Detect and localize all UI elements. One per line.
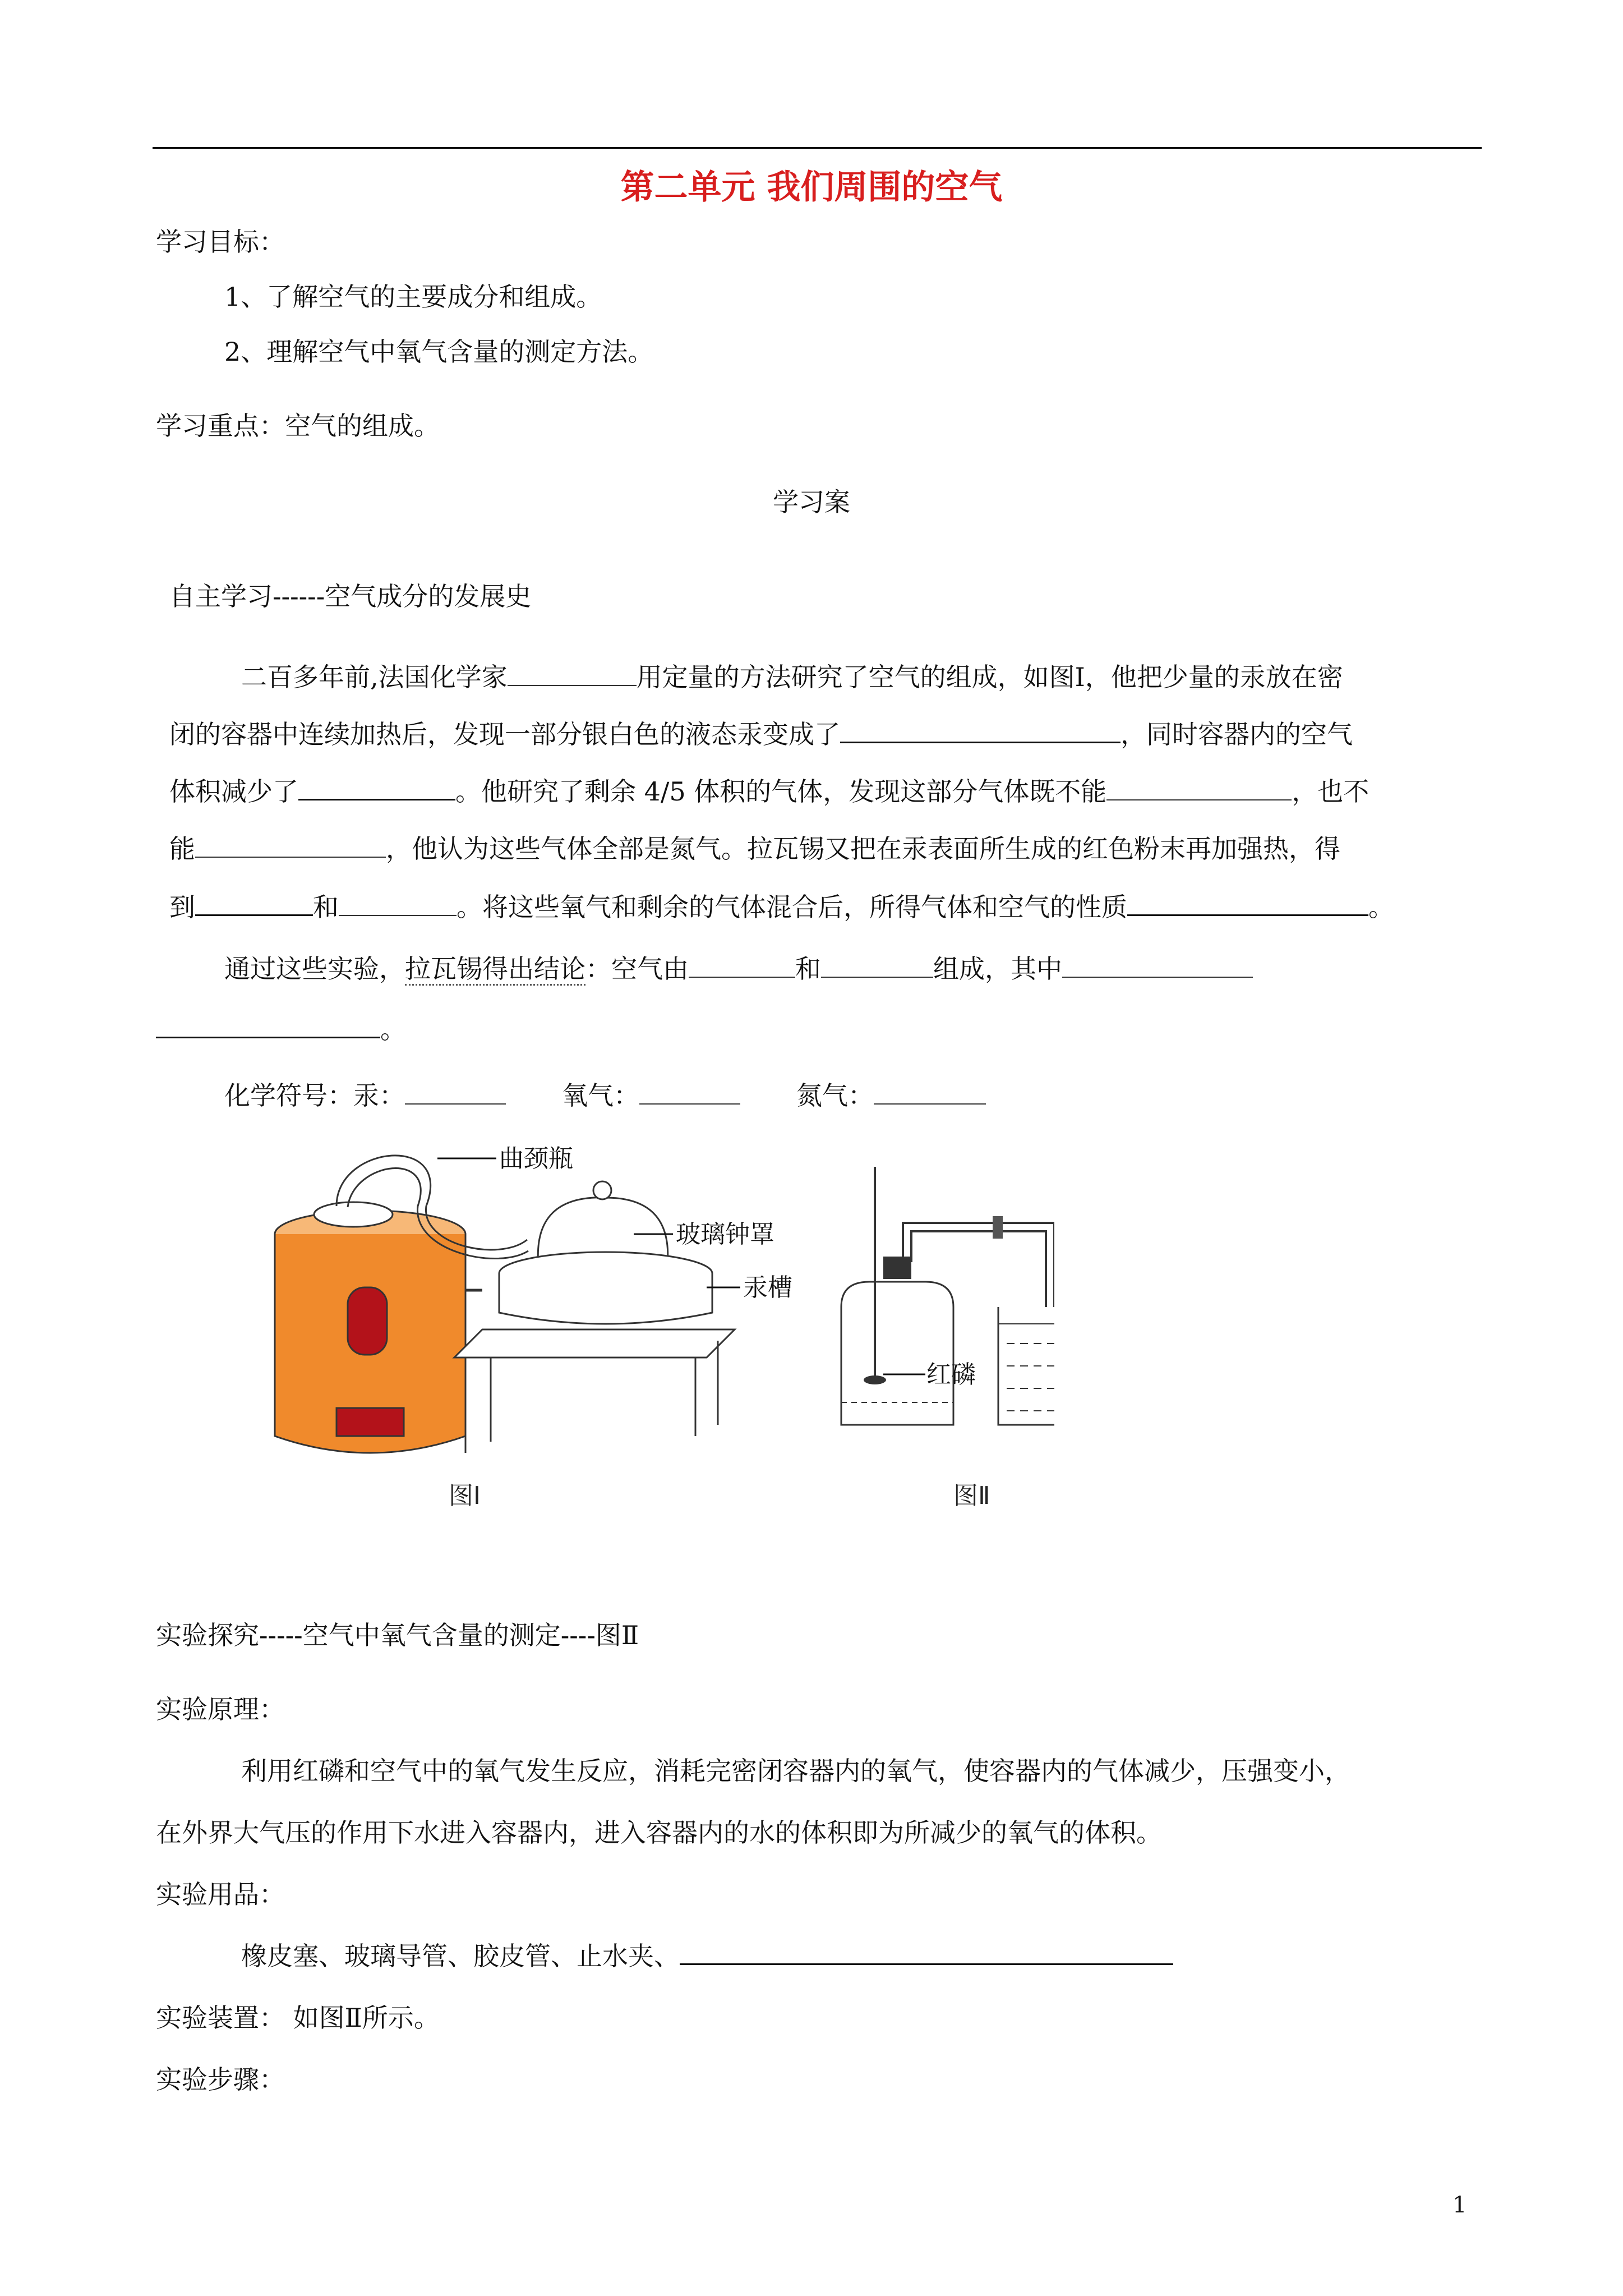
label-mercury-trough: 汞槽 (743, 1273, 792, 1302)
blank-ratio-a[interactable] (1062, 955, 1253, 978)
blank-symbol-o2[interactable] (639, 1082, 740, 1105)
text: 拉瓦锡得出结论 (405, 954, 585, 986)
figures (269, 1144, 1054, 1526)
blank-symbol-hg[interactable] (405, 1082, 506, 1105)
paragraph-line-3 (169, 776, 1369, 807)
text: 闭的容器中连续加热后，发现一部分银白色的液态汞变成了 (169, 719, 840, 749)
blank-symbol-n2[interactable] (874, 1082, 986, 1105)
materials-heading: 实验用品： (156, 1879, 285, 1910)
learning-focus: 学习重点：空气的组成。 (156, 411, 440, 441)
chemical-symbols-line (224, 1080, 986, 1111)
header-rule (153, 147, 1482, 149)
page-number: 1 (1453, 2192, 1467, 2218)
text: ，同时容器内的空气 (1121, 719, 1353, 749)
self-study-heading: 自主学习------空气成分的发展史 (169, 581, 532, 611)
blank-product[interactable] (840, 720, 1121, 743)
blank-property-2[interactable] (195, 835, 386, 858)
principle-line-2: 在外界大气压的作用下水进入容器内，进入容器内的水的体积即为所减少的氧气的体积。 (156, 1818, 1162, 1848)
figure-2-apparatus (841, 1167, 1054, 1425)
paragraph-line-4 (169, 834, 1340, 864)
objectives-heading: 学习目标： (156, 227, 285, 257)
blank-chemist[interactable] (508, 664, 637, 686)
text: 化学符号：汞： (224, 1080, 405, 1111)
paragraph-line-2 (169, 719, 1353, 750)
figure-1-caption: 图Ⅰ (449, 1481, 481, 1510)
text: 通过这些实验， (224, 954, 405, 984)
text: 组成，其中 (933, 954, 1062, 984)
text: 体积减少了 (169, 776, 298, 807)
text: 用定量的方法研究了空气的组成，如图Ⅰ，他把少量的汞放在密 (636, 662, 1343, 692)
page-title: 第二单元 我们周围的空气 (620, 168, 1003, 207)
blank-comparison[interactable] (1127, 893, 1368, 916)
blank-product-b[interactable] (339, 894, 457, 916)
objective-item-2: 2、理解空气中氧气含量的测定方法。 (224, 337, 654, 367)
steps-heading: 实验步骤： (156, 2064, 285, 2095)
paragraph-line-7 (156, 1014, 406, 1045)
text: 氮气： (796, 1080, 874, 1111)
paragraph-line-6 (224, 954, 1253, 984)
figure-2-caption: 图Ⅱ (953, 1481, 990, 1510)
text: 。他研究了剩余 4/5 体积的气体，发现这部分气体既不能 (455, 776, 1107, 807)
label-bell-jar: 玻璃钟罩 (676, 1220, 774, 1249)
text: ，他认为这些气体全部是氮气。拉瓦锡又把在汞表面所生成的红色粉末再加强热，得 (386, 834, 1340, 864)
text: 氧气： (562, 1080, 639, 1111)
text: 。将这些氧气和剩余的气体混合后，所得气体和空气的性质 (457, 892, 1127, 922)
blank-property-1[interactable] (1106, 778, 1292, 800)
objective-item-1: 1、了解空气的主要成分和组成。 (224, 282, 602, 312)
paragraph-line-5 (169, 892, 1394, 923)
apparatus-line: 实验装置： 如图Ⅱ所示。 (156, 2003, 440, 2033)
blank-ratio-b[interactable] (156, 1015, 380, 1038)
text: ：空气由 (585, 954, 689, 984)
text: ，也不 (1292, 776, 1370, 807)
figure-1-apparatus (275, 1144, 792, 1453)
text: 和 (313, 892, 339, 922)
blank-materials[interactable] (680, 1942, 1173, 1965)
text: 到 (169, 892, 195, 922)
text: 二百多年前,法国化学家 (241, 662, 508, 692)
blank-product-a[interactable] (195, 893, 313, 916)
text: 。 (1368, 892, 1394, 922)
blank-component-b[interactable] (821, 955, 933, 978)
principle-heading: 实验原理： (156, 1694, 285, 1724)
section-title: 学习案 (773, 487, 850, 517)
label-retort: 曲颈瓶 (499, 1144, 573, 1173)
text: 。 (380, 1014, 406, 1045)
experiment-heading: 实验探究-----空气中氧气含量的测定----图Ⅱ (156, 1620, 639, 1650)
text: 和 (795, 954, 821, 984)
text: 能 (169, 834, 195, 864)
materials-line (241, 1941, 1173, 1972)
blank-volume[interactable] (298, 777, 455, 800)
text: 橡皮塞、玻璃导管、胶皮管、止水夹、 (241, 1941, 680, 1971)
principle-line-1: 利用红磷和空气中的氧气发生反应，消耗完密闭容器内的氧气，使容器内的气体减少，压强变小， (241, 1756, 1350, 1786)
label-red-phosphorus: 红磷 (926, 1360, 976, 1389)
blank-component-a[interactable] (689, 955, 795, 978)
paragraph-line-1 (241, 662, 1343, 693)
